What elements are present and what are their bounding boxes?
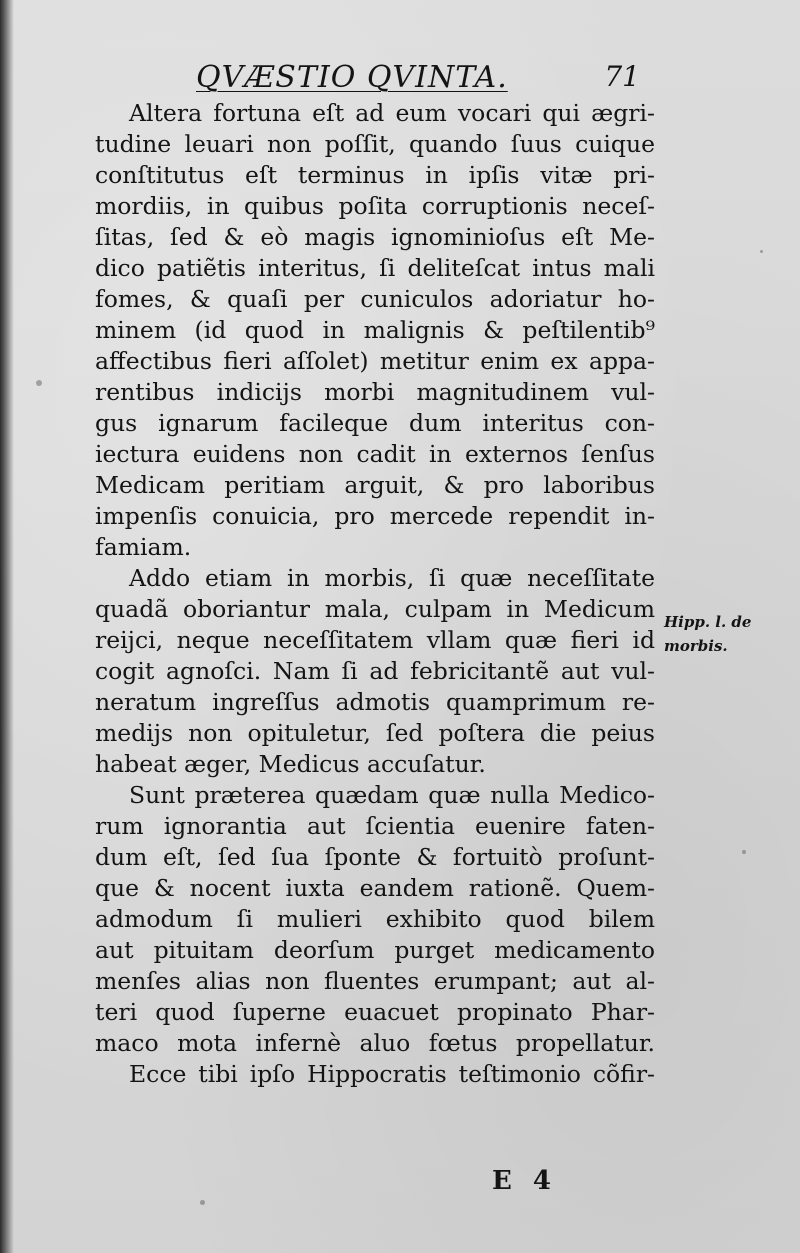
text-line: dico patiẽtis interitus, ſi deliteſcat intus mali — [95, 254, 655, 282]
text-line: Medicam peritiam arguit, & pro laboribus — [95, 471, 655, 499]
text-line: mordiis, in quibus poſita corruptionis neceſ- — [95, 192, 655, 220]
paper-speck — [36, 380, 42, 386]
paper-speck — [200, 1200, 205, 1205]
text-line: maco mota infernè aluo fœtus propellatur. — [95, 1029, 655, 1057]
text-line: iectura euidens non cadit in externos ſenſus — [95, 440, 655, 468]
text-line: Addo etiam in morbis, ſi quæ neceſſitate — [129, 564, 655, 592]
margin-note-line: morbis. — [664, 637, 728, 655]
text-line: Altera fortuna eſt ad eum vocari qui ægri- — [129, 99, 655, 127]
text-line: fomes, & quaſi per cuniculos adoriatur ho- — [95, 285, 655, 313]
text-line: rentibus indicijs morbi magnitudinem vul- — [95, 378, 655, 406]
text-line: que & nocent iuxta eandem rationẽ. Quem- — [95, 874, 655, 902]
text-line: habeat æger, Medicus accuſatur. — [95, 750, 486, 778]
text-line: tudine leuari non poſſit, quando ſuus cuique — [95, 130, 655, 158]
page-gutter-shadow — [0, 0, 14, 1253]
page-title: QVÆSTIO QVINTA. — [196, 60, 508, 95]
text-line: gus ignarum facileque dum interitus con- — [95, 409, 655, 437]
text-line: impenſis conuicia, pro mercede rependit in- — [95, 502, 655, 530]
text-line: aut pituitam deorſum purget medicamento — [95, 936, 655, 964]
text-line: cogit agnoſci. Nam ſi ad febricitantẽ aut vul- — [95, 657, 655, 685]
text-line: quadã oboriantur mala, culpam in Medicum — [95, 595, 655, 623]
text-line: reijci, neque neceſſitatem vllam quæ fieri id — [95, 626, 655, 654]
text-line: affectibus fieri aſſolet) metitur enim ex appa- — [95, 347, 655, 375]
paper-speck — [760, 250, 763, 253]
text-line: admodum ſi mulieri exhibito quod bilem — [95, 905, 655, 933]
margin-note-line: Hipp. l. de — [664, 613, 752, 631]
text-line: conſtitutus eſt terminus in ipſis vitæ pri- — [95, 161, 655, 189]
page-number: 71 — [604, 60, 640, 93]
running-head — [100, 56, 660, 100]
text-line: Sunt præterea quædam quæ nulla Medico- — [129, 781, 655, 809]
text-line: dum eſt, ſed ſua ſponte & fortuitò proſunt- — [95, 843, 655, 871]
text-line: rum ignorantia aut ſcientia euenire faten- — [95, 812, 655, 840]
text-line: menſes alias non fluentes erumpant; aut al- — [95, 967, 655, 995]
text-line: minem (id quod in malignis & peſtilentib⁹ — [95, 316, 655, 344]
signature-mark: E 4 — [492, 1166, 557, 1196]
paper-speck — [742, 850, 746, 854]
text-line: neratum ingreſſus admotis quamprimum re- — [95, 688, 655, 716]
text-line: teri quod ſuperne euacuet propinato Phar- — [95, 998, 655, 1026]
body-text — [95, 98, 655, 1090]
text-line: famiam. — [95, 533, 192, 561]
margin-note — [664, 610, 789, 658]
text-line: medijs non opituletur, ſed poſtera die peius — [95, 719, 655, 747]
text-line: ſitas, ſed & eò magis ignominioſus eſt Me- — [95, 223, 655, 251]
text-line: Ecce tibi ipſo Hippocratis teſtimonio cõfir- — [129, 1060, 655, 1088]
